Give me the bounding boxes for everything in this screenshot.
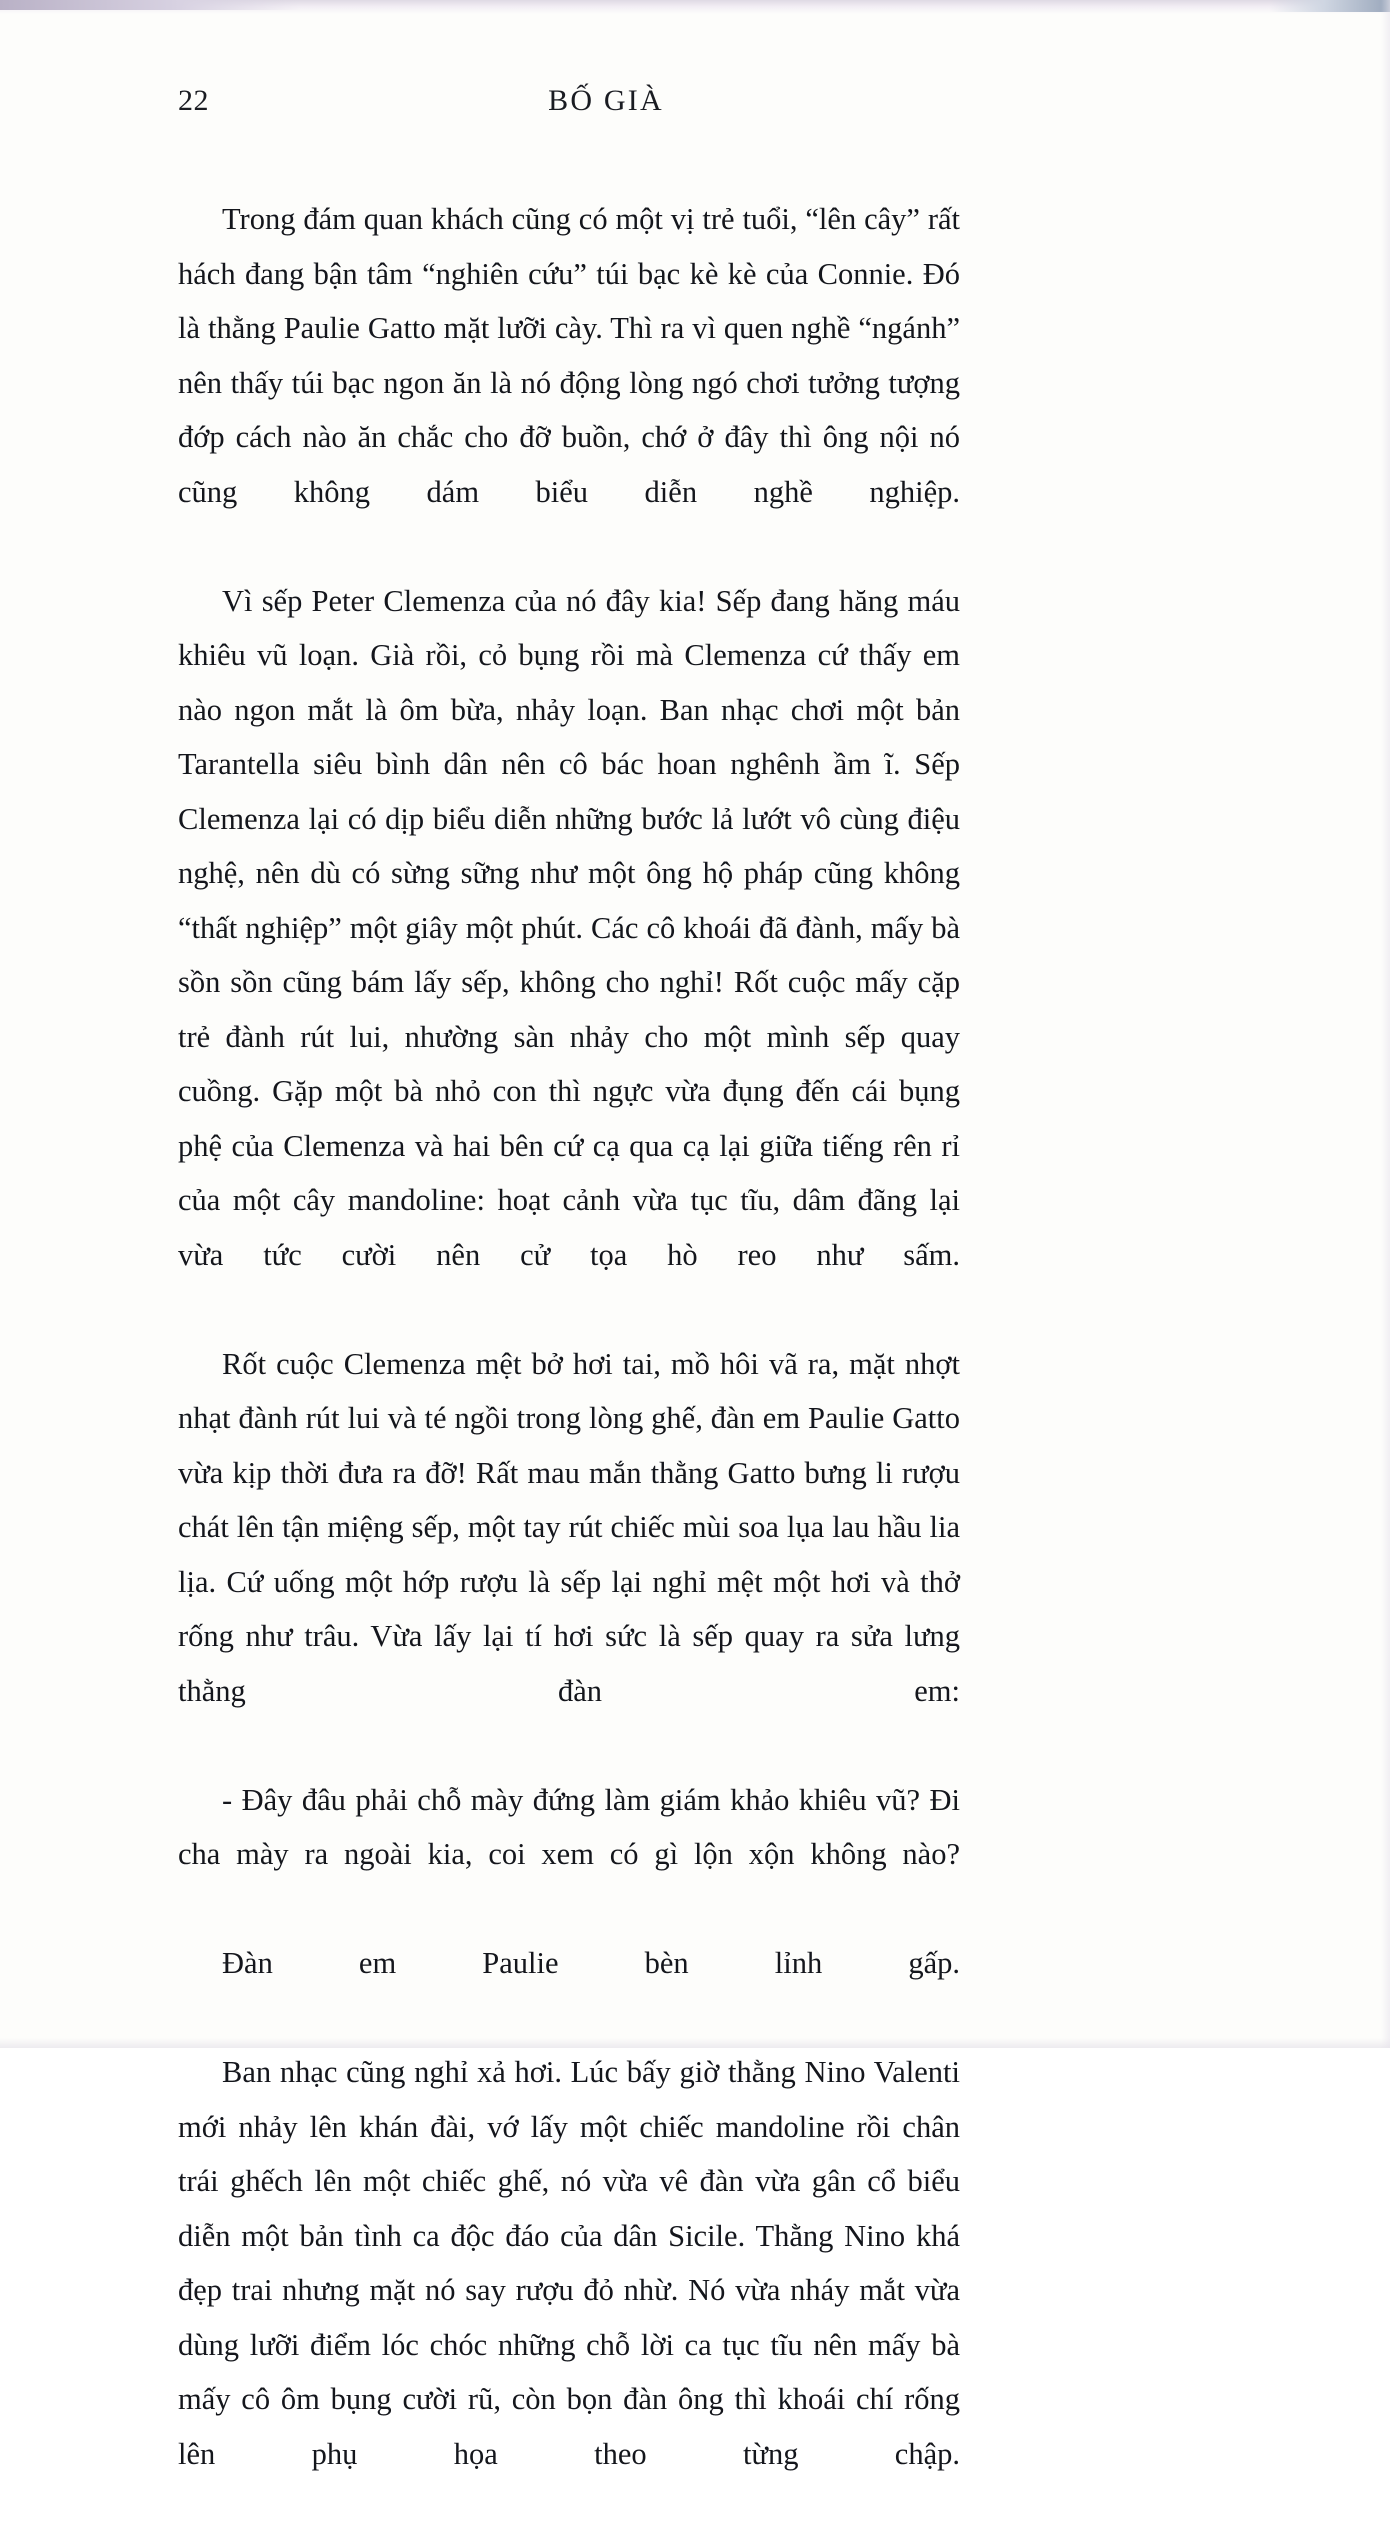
page-content (178, 86, 960, 2536)
running-head (178, 86, 960, 150)
body-text (178, 192, 960, 2536)
dialogue-line: - Đây đâu phải chỗ mày đứng làm giám khảo khiêu vũ? Đi cha mày ra ngoài kia, coi xem có gì lộn xộn không nào? (178, 1782, 960, 1871)
scan-edge-top-left (0, 0, 300, 10)
paragraph: Rốt cuộc Clemenza mệt bở hơi tai, mồ hôi vã ra, mặt nhợt nhạt đành rút lui và té ngồi trong lòng ghế, đàn em Paulie Gatto vừa kịp thời đưa ra đỡ! Rất mau mắn thằng Gatto bưng li rượu chát lên tận miệng sếp, một tay rút chiếc mùi soa lụa lau hầu lia lịa. Cứ uống một hớp rượu là sếp lại nghỉ mệt một hơi và thở rống như trâu. Vừa lấy lại tí hơi sức là sếp quay ra sửa lưng thằng đàn em: (178, 1346, 960, 1708)
scan-edge-top-right (1270, 0, 1390, 12)
book-title: BỐ GIÀ (548, 84, 664, 117)
scan-edge-right (1381, 0, 1390, 2048)
paragraph: Vì sếp Peter Clemenza của nó đây kia! Sếp đang hăng máu khiêu vũ loạn. Già rồi, cỏ bụng rồi mà Clemenza cứ thấy em nào ngon mắt là ôm bừa, nhảy loạn. Ban nhạc chơi một bản Tarantella siêu bình dân nên cô bác hoan nghênh ầm ĩ. Sếp Clemenza lại có dịp biểu diễn những bước lả lướt vô cùng điệu nghệ, nên dù có sừng sững như một ông hộ pháp cũng không “thất nghiệp” một giây một phút. Các cô khoái đã đành, mấy bà sồn sồn cũng bám lấy sếp, không cho nghỉ! Rốt cuộc mấy cặp trẻ đành rút lui, nhường sàn nhảy cho một mình sếp quay cuồng. Gặp một bà nhỏ con thì ngực vừa đụng đến cái bụng phệ của Clemenza và hai bên cứ cạ qua cạ lại giữa tiếng rên rỉ của một cây mandoline: hoạt cảnh vừa tục tĩu, dâm đãng lại vừa tức cười nên cử tọa hò reo như sấm. (178, 583, 960, 1272)
paragraph: Ban nhạc cũng nghỉ xả hơi. Lúc bấy giờ thằng Nino Valenti mới nhảy lên khán đài, vớ lấy một chiếc mandoline rồi chân trái ghếch lên một chiếc ghế, nó vừa vê đàn vừa gân cổ biểu diễn một bản tình ca độc đáo của dân Sicile. Thằng Nino khá đẹp trai nhưng mặt nó say rượu đỏ nhừ. Nó vừa nháy mắt vừa dùng lưỡi điểm lóc chóc những chỗ lời ca tục tĩu nên mấy bà mấy cô ôm bụng cười rũ, còn bọn đàn ông thì khoái chí rống lên phụ họa theo từng chập. (178, 2055, 960, 2471)
page-number: 22 (178, 84, 209, 117)
paragraph: Trong đám quan khách cũng có một vị trẻ tuổi, “lên cây” rất hách đang bận tâm “nghiên cứu” túi bạc kè kè của Connie. Đó là thằng Paulie Gatto mặt lưỡi cày. Thì ra vì quen nghề “ngánh” nên thấy túi bạc ngon ăn là nó động lòng ngó chơi tưởng tượng đớp cách nào ăn chắc cho đỡ buồn, chớ ở đây thì ông nội nó cũng không dám biểu diễn nghề nghiệp. (178, 202, 960, 509)
paragraph: Đàn em Paulie bèn lỉnh gấp. (222, 1946, 960, 1980)
